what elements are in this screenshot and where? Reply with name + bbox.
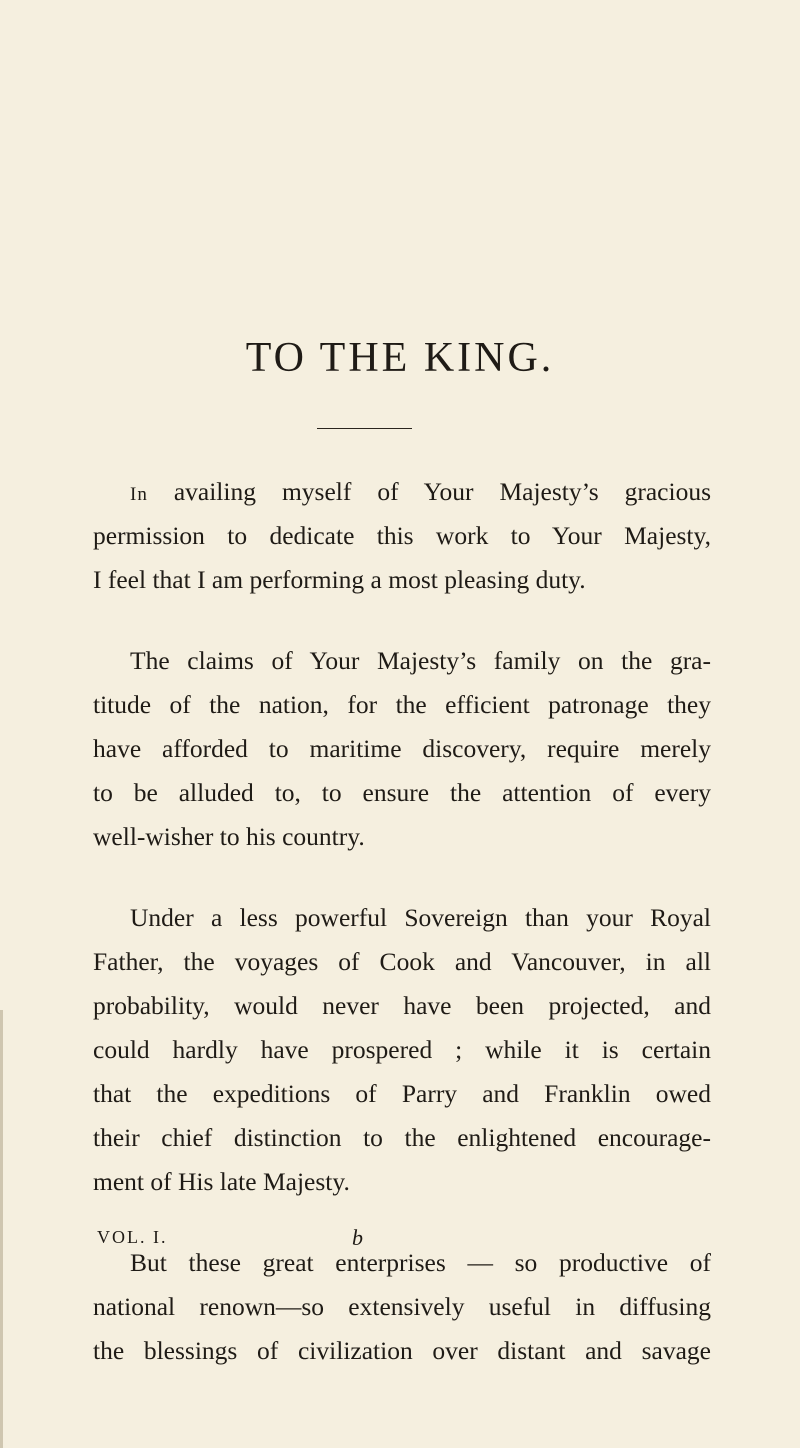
text-line: The claims of Your Majesty’s family on the gra- (130, 646, 711, 675)
text-line: to be alluded to, to ensure the attention of every (93, 778, 711, 807)
paragraph-gap (93, 859, 711, 896)
text-line: I feel that I am performing a most pleasing duty. (93, 565, 586, 594)
text-line (93, 470, 711, 514)
text-line: probability, would never have been projected, and (93, 991, 711, 1020)
paragraph-gap (93, 602, 711, 639)
signature-mark: b (352, 1225, 363, 1250)
text-line: have afforded to maritime discovery, require merely (93, 734, 711, 763)
text-line: well-wisher to his country. (93, 822, 365, 851)
text-line: Under a less powerful Sovereign than your Royal (130, 903, 711, 932)
page-edge-shadow (0, 1010, 3, 1448)
page-footer (97, 1227, 517, 1257)
volume-label: VOL. I. (97, 1227, 168, 1247)
text-line: that the expeditions of Parry and Franklin owed (93, 1079, 711, 1108)
dedication-heading: TO THE KING. (245, 335, 555, 381)
text-line-content: availing myself of Your Majesty’s gracious (147, 477, 711, 506)
text-line: titude of the nation, for the efficient patronage they (93, 690, 711, 719)
heading-rule (317, 428, 412, 429)
text-line: their chief distinction to the enlightened encourage- (93, 1123, 711, 1152)
lead-word-smallcaps: In (130, 484, 148, 505)
text-line: could hardly have prospered ; while it is certain (93, 1035, 711, 1064)
text-line: permission to dedicate this work to Your Majesty, (93, 521, 711, 550)
text-line: ment of His late Majesty. (93, 1167, 350, 1196)
text-line: But these great enterprises — so productive of (130, 1248, 711, 1277)
text-line: the blessings of civilization over distant and savage (93, 1336, 711, 1365)
text-line: national renown—so extensively useful in diffusing (93, 1292, 711, 1321)
text-line: Father, the voyages of Cook and Vancouver, in all (93, 947, 711, 976)
